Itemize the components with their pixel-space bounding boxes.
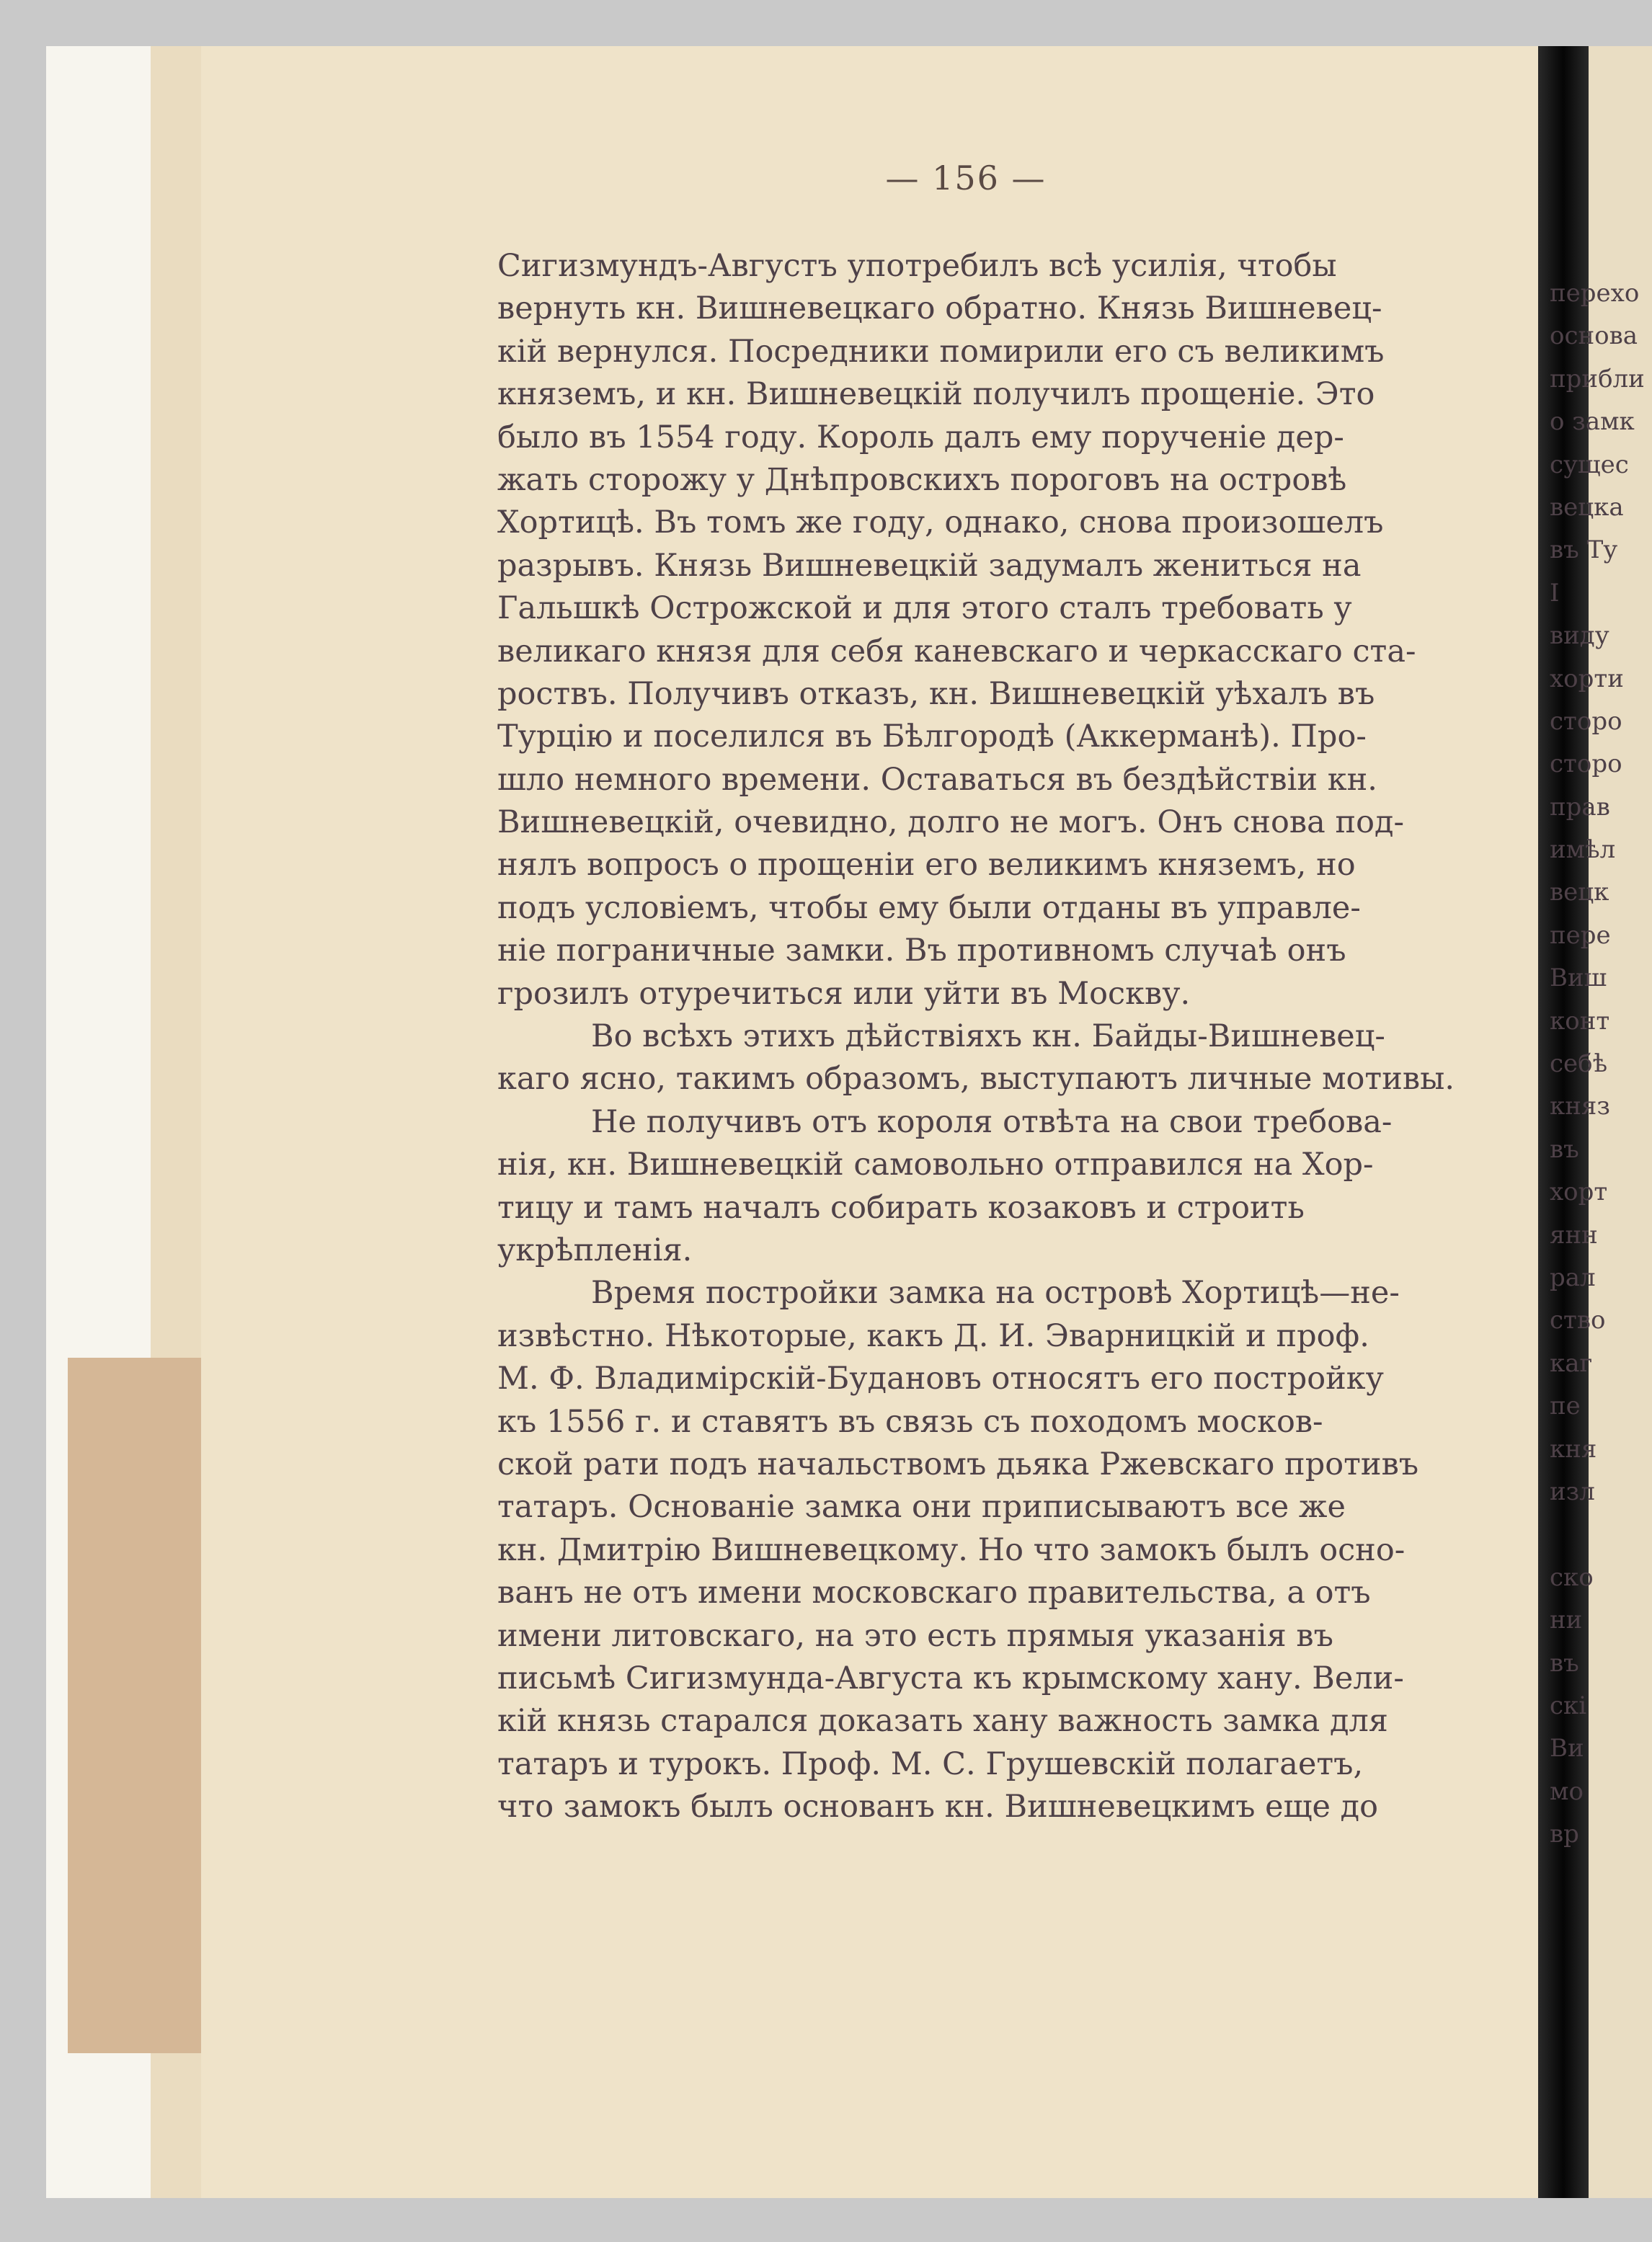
text-line: извѣстно. Нѣкоторые, какъ Д. И. Эварницкій и проф.: [497, 1317, 1369, 1354]
page-number: — 156 —: [885, 159, 1047, 197]
next-page-line: княз: [1550, 1092, 1610, 1121]
next-page-line: себѣ: [1550, 1049, 1608, 1079]
text-line: татаръ. Основаніе замка они приписываютъ все же: [497, 1489, 1346, 1526]
text-line: грозилъ отуречиться или уйти въ Москву.: [497, 975, 1191, 1012]
text-line: ніе пограничные замки. Въ противномъ случаѣ онъ: [497, 933, 1346, 969]
next-page-line: рал: [1550, 1263, 1596, 1292]
text-line: ской рати подъ начальствомъ дьяка Ржевскаго противъ: [497, 1446, 1419, 1482]
text-line: кій князь старался доказать хану важность замка для: [497, 1703, 1388, 1740]
next-page-line: янн: [1550, 1220, 1598, 1250]
text-line: княземъ, и кн. Вишневецкій получилъ прощеніе. Это: [497, 376, 1375, 413]
next-page-line: ско: [1550, 1562, 1594, 1592]
text-line: Вишневецкій, очевидно, долго не могъ. Онъ снова под-: [497, 804, 1405, 841]
next-page-line: вр: [1550, 1820, 1579, 1849]
next-page-line: въ: [1550, 1134, 1579, 1164]
next-page-line: ни: [1550, 1606, 1583, 1635]
next-page-line: въ: [1550, 1648, 1579, 1678]
text-line: великаго князя для себя каневскаго и черкасскаго ста-: [497, 633, 1416, 670]
next-page-line: Ви: [1550, 1734, 1584, 1763]
text-line: ванъ не отъ имени московскаго правительства, а отъ: [497, 1575, 1371, 1611]
next-page-line: прав: [1550, 792, 1610, 822]
next-page-line: вецк: [1550, 878, 1609, 907]
inserted-paper-strip: [68, 1358, 201, 2053]
next-page-line: сторо: [1550, 749, 1622, 779]
text-line: нія, кн. Вишневецкій самовольно отправился на Хор-: [497, 1147, 1374, 1183]
next-page-line: основа: [1550, 321, 1638, 351]
paragraph-first-line: Время постройки замка на островѣ Хортицѣ—не-: [591, 1275, 1400, 1312]
next-page-text: [1550, 272, 1651, 1856]
text-line: нялъ вопросъ о прощеніи его великимъ княземъ, но: [497, 847, 1356, 884]
text-line: Турцію и поселился въ Бѣлгородѣ (Аккерманѣ). Про-: [497, 719, 1367, 755]
next-page-line: сторо: [1550, 706, 1622, 736]
next-page-line: конт: [1550, 1006, 1610, 1036]
text-line: Сигизмундъ-Августъ употребилъ всѣ усилія, чтобы: [497, 248, 1337, 284]
next-page-line: сущес: [1550, 450, 1629, 479]
next-page-line: мо: [1550, 1776, 1584, 1806]
text-line: было въ 1554 году. Король далъ ему порученіе дер-: [497, 419, 1344, 455]
next-page-line: пе: [1550, 1392, 1581, 1421]
text-line: вернуть кн. Вишневецкаго обратно. Князь Вишневец-: [497, 290, 1382, 327]
next-page-line: хорт: [1550, 1178, 1608, 1207]
text-line: подъ условіемъ, чтобы ему были отданы въ управле-: [497, 889, 1361, 926]
text-line: имени литовскаго, на это есть прямыя указанія въ: [497, 1617, 1333, 1654]
next-page-line: І: [1550, 578, 1560, 608]
next-page-line: имѣл: [1550, 835, 1616, 865]
text-line: письмѣ Сигизмунда-Августа къ крымскому хану. Вели-: [497, 1660, 1404, 1696]
next-page-line: перехо: [1550, 279, 1640, 308]
paragraph-first-line: Во всѣхъ этихъ дѣйствіяхъ кн. Байды-Вишневец-: [591, 1018, 1385, 1055]
text-line: М. Ф. Владимірскій-Будановъ относятъ его постройку: [497, 1361, 1384, 1397]
next-page-line: въ Ту: [1550, 535, 1618, 565]
text-line: жать сторожу у Днѣпровскихъ пороговъ на островѣ: [497, 461, 1347, 498]
next-page-line: каг: [1550, 1348, 1593, 1378]
text-line: каго ясно, такимъ образомъ, выступаютъ личные мотивы.: [497, 1061, 1455, 1098]
next-page-line: виду: [1550, 621, 1609, 651]
next-page-line: вецка: [1550, 492, 1624, 522]
next-page-line: кня: [1550, 1434, 1597, 1464]
text-line: роствъ. Получивъ отказъ, кн. Вишневецкій уѣхалъ въ: [497, 675, 1375, 712]
text-line: кій вернулся. Посредники помирили его съ великимъ: [497, 333, 1385, 370]
paragraph-first-line: Не получивъ отъ короля отвѣта на свои требова-: [591, 1103, 1393, 1140]
text-line: что замокъ былъ основанъ кн. Вишневецкимъ еще до: [497, 1789, 1379, 1825]
text-line: кн. Дмитрію Вишневецкому. Но что замокъ былъ осно-: [497, 1531, 1405, 1568]
next-page-line: ство: [1550, 1306, 1606, 1335]
next-page-line: прибли: [1550, 364, 1645, 393]
next-page-line: о замк: [1550, 407, 1635, 437]
text-line: татаръ и турокъ. Проф. М. С. Грушевскій полагаетъ,: [497, 1745, 1364, 1782]
text-line: тицу и тамъ началъ собирать козаковъ и строить: [497, 1189, 1305, 1226]
page-body-text: [497, 245, 1535, 1828]
next-page-line: изл: [1550, 1477, 1595, 1506]
text-line: укрѣпленія.: [497, 1232, 693, 1268]
text-line: къ 1556 г. и ставятъ въ связь съ походомъ москов-: [497, 1403, 1323, 1440]
next-page-line: скі: [1550, 1691, 1587, 1720]
text-line: Гальшкѣ Острожской и для этого сталъ требовать у: [497, 590, 1352, 627]
next-page-line: хорти: [1550, 664, 1624, 693]
next-page-line: пере: [1550, 920, 1611, 950]
text-line: Хортицѣ. Въ томъ же году, однако, снова произошелъ: [497, 504, 1384, 541]
next-page-line: Виш: [1550, 964, 1607, 993]
text-line: шло немного времени. Оставаться въ бездѣйствіи кн.: [497, 761, 1377, 798]
text-line: разрывъ. Князь Вишневецкій задумалъ жениться на: [497, 547, 1362, 584]
next-page-line: [1550, 1513, 1651, 1556]
